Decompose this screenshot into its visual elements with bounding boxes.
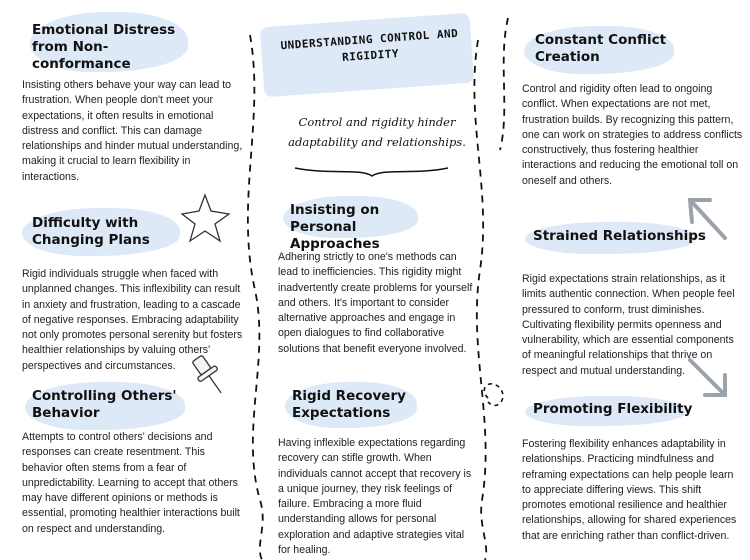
section-body-emotional: Insisting others behave your way can lead to frustration. When people don't meet your expectations, it often results in emotional distress and conflict. This can damage relationships and hinder mutual understanding, making it crucial to learn flexibility in interactions. (22, 79, 243, 183)
dashed-line-left (248, 35, 263, 560)
section-title-insisting: Insisting on Personal Approaches (290, 202, 380, 252)
section-title-controlling: Controlling Others' Behavior (32, 388, 177, 421)
section-title-promoting: Promoting Flexibility (533, 401, 693, 417)
section-body-insisting: Adhering strictly to one's methods can lead to inefficiencies. This rigidity might inadvertently create problems for yourself and others. It's important to consider alternative approaches and engage in open dialogues to find collaborative solutions that benefit everyone involved. (278, 251, 473, 355)
section-body-strained: Rigid expectations strain relationships, as it limits authentic connection. When people feel pressured to conform, trust diminishes. Cultivating flexibility permits openness and vulnerability, which are essential components of meaningful relationships that thrive on respect and mutual understanding. (522, 273, 735, 377)
section-title-conflict: Constant Conflict Creation (535, 32, 667, 65)
dashed-line-top (500, 18, 508, 150)
section-body-recovery: Having inflexible expectations regarding recovery can stifle growth. When individuals cannot accept that recovery is a unique journey, they risk feelings of failure. Embracing a more fluid understanding allows for personal exploration and adaptive strategies vital for healing. (278, 437, 472, 557)
section-title-emotional: Emotional Distress from Non-conformance (32, 22, 176, 72)
section-body-difficulty: Rigid individuals struggle when faced with unplanned changes. This inflexibility can result in anxiety and frustration, leading to a cascade of negative responses. Embracing adaptability not only promotes personal serenity but fosters healthier relationships by valuing others' perspectives and circumstances. (22, 268, 243, 372)
brace-icon (295, 168, 448, 176)
page-title: UNDERSTANDING CONTROL AND RIGIDITY (280, 26, 459, 64)
section-body-conflict: Control and rigidity often lead to ongoing conflict. When expectations are not met, frustration builds. By recognizing this pattern, one can work on strategies to address conflicts constructively, thus fostering healthier interactions and reducing the emotional toll on oneself and others. (522, 83, 743, 187)
section-title-recovery: Rigid Recovery Expectations (292, 388, 406, 421)
page-subtitle: Control and rigidity hinder adaptability and relationships. (288, 115, 466, 149)
star-icon (182, 195, 229, 241)
section-body-controlling: Attempts to control others' decisions and responses can create resentment. This behavior often stems from a fear of unpredictability. Learning to accept that others may have different opinions or methods is essential, promoting healthier interactions built on respect and understanding. (22, 431, 240, 535)
section-title-difficulty: Difficulty with Changing Plans (32, 215, 150, 248)
dashed-loop-icon (484, 384, 503, 406)
section-title-strained: Strained Relationships (533, 228, 706, 244)
section-body-promoting: Fostering flexibility enhances adaptability in relationships. Practicing mindfulness and reframing expectations can help people learn to appreciate differing views. This shift promotes emotional resilience and healthier relationships, allowing for shared experiences that are enriching rather than conflict-driven. (522, 438, 737, 542)
